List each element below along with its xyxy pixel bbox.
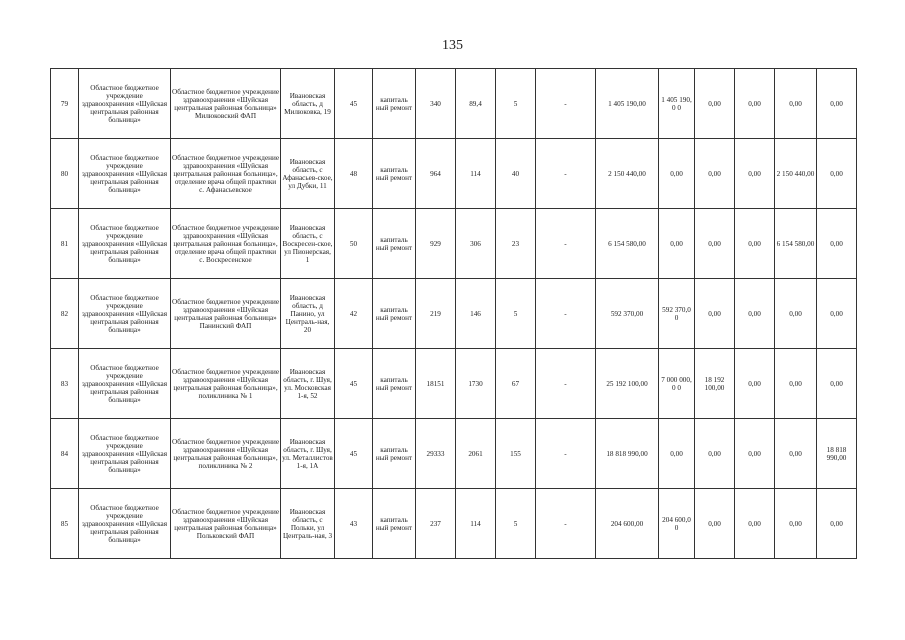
table-cell-no xyxy=(51,139,79,209)
cell-text: 6 154 580,00 xyxy=(776,239,815,248)
cell-text: Областное бюджетное учреждение здравоохранения «Шуйская центральная районная больница» xyxy=(81,503,168,544)
table-cell-c9 xyxy=(496,139,536,209)
table-cell-facility xyxy=(171,349,281,419)
table-row xyxy=(51,489,857,559)
cell-text: Областное бюджетное учреждение здравоохранения «Шуйская центральная районная больница», отделение врача общей практики с. Воскресенское xyxy=(172,223,279,264)
cell-text: 237 xyxy=(430,519,441,528)
table-cell-c7 xyxy=(416,209,456,279)
table-cell-c9 xyxy=(496,489,536,559)
cell-text: 29333 xyxy=(426,449,445,458)
cell-text: Областное бюджетное учреждение здравоохранения «Шуйская центральная районная больница» xyxy=(81,293,168,334)
cell-text: 0,00 xyxy=(748,449,761,458)
table-row xyxy=(51,209,857,279)
cell-text: Областное бюджетное учреждение здравоохранения «Шуйская центральная районная больница» xyxy=(81,83,168,124)
cell-text: капиталь ный ремонт xyxy=(375,95,413,112)
cell-text: 0,00 xyxy=(708,309,721,318)
table-cell-c6 xyxy=(373,349,416,419)
table-cell-c15 xyxy=(775,209,817,279)
table-cell-c14 xyxy=(735,489,775,559)
table-cell-c15 xyxy=(775,419,817,489)
cell-text: Ивановская область, с Афанасьев-ское, ул Дубки, 11 xyxy=(282,157,333,190)
cell-text: 18 818 990,00 xyxy=(826,445,847,462)
table-cell-c9 xyxy=(496,349,536,419)
table-row xyxy=(51,419,857,489)
cell-text: капиталь ный ремонт xyxy=(375,375,413,392)
cell-text: 0,00 xyxy=(830,99,843,108)
table-cell-c15 xyxy=(775,139,817,209)
cell-text: - xyxy=(564,449,567,458)
cell-text: - xyxy=(564,239,567,248)
data-table xyxy=(50,68,857,559)
table-cell-c8 xyxy=(456,349,496,419)
table-cell-facility xyxy=(171,279,281,349)
table-cell-c12 xyxy=(659,349,695,419)
table-cell-c16 xyxy=(817,349,857,419)
table-cell-facility xyxy=(171,489,281,559)
cell-text: Областное бюджетное учреждение здравоохранения «Шуйская центральная районная больница» Милюковский ФАП xyxy=(172,87,279,120)
table-cell-c14 xyxy=(735,69,775,139)
cell-text: 0,00 xyxy=(748,239,761,248)
table-body xyxy=(51,69,857,559)
table-cell-c8 xyxy=(456,139,496,209)
table-cell-c6 xyxy=(373,139,416,209)
table-cell-address xyxy=(281,69,335,139)
cell-text: 1 405 190,00 xyxy=(608,99,646,108)
table-cell-c14 xyxy=(735,139,775,209)
cell-text: 592 370,00 xyxy=(610,309,644,318)
table-cell-org xyxy=(79,139,171,209)
cell-text: - xyxy=(564,169,567,178)
table-cell-address xyxy=(281,139,335,209)
table-row xyxy=(51,139,857,209)
table-cell-c15 xyxy=(775,279,817,349)
table-row xyxy=(51,279,857,349)
cell-text: 306 xyxy=(470,239,481,248)
table-cell-c10 xyxy=(536,69,596,139)
cell-text: 340 xyxy=(430,99,441,108)
cell-text: 0,00 xyxy=(708,449,721,458)
table-cell-org xyxy=(79,209,171,279)
table-cell-c6 xyxy=(373,419,416,489)
table-cell-c16 xyxy=(817,139,857,209)
table-cell-no xyxy=(51,419,79,489)
cell-text: 6 154 580,00 xyxy=(608,239,646,248)
table-cell-facility xyxy=(171,419,281,489)
table-cell-org xyxy=(79,489,171,559)
cell-text: 0,00 xyxy=(708,99,721,108)
table-cell-c16 xyxy=(817,279,857,349)
cell-text: 40 xyxy=(511,169,520,178)
table-cell-c8 xyxy=(456,209,496,279)
cell-text: капиталь ный ремонт xyxy=(375,165,413,182)
cell-text: 0,00 xyxy=(748,519,761,528)
table-cell-org xyxy=(79,279,171,349)
table-cell-no xyxy=(51,349,79,419)
cell-text: 0,00 xyxy=(789,379,802,388)
table-cell-c6 xyxy=(373,279,416,349)
table-cell-c12 xyxy=(659,419,695,489)
cell-text: 85 xyxy=(60,519,69,528)
table-cell-c5 xyxy=(335,419,373,489)
cell-text: 0,00 xyxy=(830,309,843,318)
table-cell-c9 xyxy=(496,209,536,279)
cell-text: 5 xyxy=(513,309,518,318)
table-cell-facility xyxy=(171,69,281,139)
cell-text: - xyxy=(564,379,567,388)
cell-text: 0,00 xyxy=(789,99,802,108)
table-cell-c11 xyxy=(596,139,659,209)
table-cell-c15 xyxy=(775,349,817,419)
cell-text: 2 150 440,00 xyxy=(776,169,815,178)
table-cell-c14 xyxy=(735,419,775,489)
cell-text: 219 xyxy=(430,309,441,318)
cell-text: 1 405 190,0 0 xyxy=(661,95,692,112)
table-cell-c11 xyxy=(596,489,659,559)
cell-text: Областное бюджетное учреждение здравоохранения «Шуйская центральная районная больница» xyxy=(81,433,168,474)
cell-text: 0,00 xyxy=(748,169,761,178)
table-cell-org xyxy=(79,349,171,419)
cell-text: капиталь ный ремонт xyxy=(375,305,413,322)
cell-text: Областное бюджетное учреждение здравоохранения «Шуйская центральная районная больница» xyxy=(81,363,168,404)
table-cell-no xyxy=(51,209,79,279)
cell-text: 89,4 xyxy=(469,99,482,108)
cell-text: 45 xyxy=(349,99,358,108)
table-cell-address xyxy=(281,279,335,349)
cell-text: 23 xyxy=(511,239,520,248)
table-cell-c13 xyxy=(695,419,735,489)
cell-text: Ивановская область, г. Шуя, ул. Металлистов 1-я, 1А xyxy=(282,437,333,470)
table-cell-address xyxy=(281,489,335,559)
cell-text: 0,00 xyxy=(748,99,761,108)
table-cell-address xyxy=(281,349,335,419)
cell-text: 81 xyxy=(60,239,69,248)
cell-text: 0,00 xyxy=(830,519,843,528)
cell-text: 0,00 xyxy=(670,449,683,458)
cell-text: 929 xyxy=(430,239,441,248)
cell-text: 0,00 xyxy=(830,169,843,178)
table-cell-c5 xyxy=(335,209,373,279)
cell-text: 0,00 xyxy=(830,239,843,248)
table-cell-c6 xyxy=(373,209,416,279)
cell-text: 43 xyxy=(349,519,358,528)
table-cell-c9 xyxy=(496,419,536,489)
table-cell-c14 xyxy=(735,279,775,349)
table-cell-c6 xyxy=(373,69,416,139)
table-cell-c5 xyxy=(335,349,373,419)
table-cell-no xyxy=(51,69,79,139)
cell-text: 82 xyxy=(60,309,69,318)
cell-text: 7 000 000,0 0 xyxy=(661,375,692,392)
table-cell-c13 xyxy=(695,69,735,139)
cell-text: 50 xyxy=(349,239,358,248)
table-cell-c13 xyxy=(695,489,735,559)
table-cell-c5 xyxy=(335,139,373,209)
table-cell-address xyxy=(281,209,335,279)
table-cell-c8 xyxy=(456,279,496,349)
cell-text: 0,00 xyxy=(708,239,721,248)
table-cell-c12 xyxy=(659,209,695,279)
table-cell-c14 xyxy=(735,349,775,419)
cell-text: 5 xyxy=(513,99,518,108)
table-cell-c16 xyxy=(817,69,857,139)
cell-text: 0,00 xyxy=(708,169,721,178)
cell-text: 18 192 100,00 xyxy=(704,375,725,392)
table-cell-c16 xyxy=(817,489,857,559)
cell-text: 18151 xyxy=(426,379,445,388)
cell-text: 18 818 990,00 xyxy=(606,449,648,458)
table-cell-c12 xyxy=(659,279,695,349)
cell-text: 114 xyxy=(470,519,481,528)
table-cell-c11 xyxy=(596,69,659,139)
cell-text: капиталь ный ремонт xyxy=(375,515,413,532)
cell-text: капиталь ный ремонт xyxy=(375,235,413,252)
table-cell-c16 xyxy=(817,419,857,489)
cell-text: 79 xyxy=(60,99,69,108)
table-cell-c11 xyxy=(596,209,659,279)
table-cell-c13 xyxy=(695,349,735,419)
cell-text: 45 xyxy=(349,379,358,388)
table-cell-c7 xyxy=(416,69,456,139)
table-row xyxy=(51,349,857,419)
table-cell-facility xyxy=(171,209,281,279)
table-cell-address xyxy=(281,419,335,489)
cell-text: Областное бюджетное учреждение здравоохранения «Шуйская центральная районная больница», поликлиника № 1 xyxy=(172,367,279,400)
table-cell-c10 xyxy=(536,489,596,559)
table-cell-c15 xyxy=(775,489,817,559)
cell-text: Ивановская область, д Милюковка, 19 xyxy=(284,91,331,116)
table-cell-c9 xyxy=(496,69,536,139)
cell-text: Областное бюджетное учреждение здравоохранения «Шуйская центральная районная больница» Панинский ФАП xyxy=(172,297,279,330)
cell-text: 0,00 xyxy=(748,309,761,318)
table-cell-c11 xyxy=(596,419,659,489)
cell-text: 67 xyxy=(511,379,520,388)
cell-text: - xyxy=(564,99,567,108)
table-cell-c16 xyxy=(817,209,857,279)
cell-text: 5 xyxy=(513,519,518,528)
cell-text: Областное бюджетное учреждение здравоохранения «Шуйская центральная районная больница» Польковский ФАП xyxy=(172,507,279,540)
cell-text: 0,00 xyxy=(789,309,802,318)
table-cell-c9 xyxy=(496,279,536,349)
table-cell-c7 xyxy=(416,139,456,209)
cell-text: 84 xyxy=(60,449,69,458)
table-cell-facility xyxy=(171,139,281,209)
cell-text: Ивановская область, с Воскресен-ское, ул Пионерская, 1 xyxy=(282,223,333,264)
cell-text: 155 xyxy=(510,449,521,458)
page-number: 135 xyxy=(442,38,463,53)
table-cell-no xyxy=(51,489,79,559)
table-cell-c5 xyxy=(335,279,373,349)
cell-text: 0,00 xyxy=(789,449,802,458)
cell-text: Областное бюджетное учреждение здравоохранения «Шуйская центральная районная больница» xyxy=(81,153,168,194)
cell-text: 0,00 xyxy=(748,379,761,388)
table-cell-c8 xyxy=(456,489,496,559)
cell-text: 146 xyxy=(470,309,481,318)
cell-text: Ивановская область, с Польки, ул Централь-ная, 3 xyxy=(282,507,333,540)
table-cell-c14 xyxy=(735,209,775,279)
cell-text: 0,00 xyxy=(830,379,843,388)
cell-text: - xyxy=(564,519,567,528)
table-cell-c10 xyxy=(536,139,596,209)
cell-text: 2061 xyxy=(468,449,483,458)
table-cell-c6 xyxy=(373,489,416,559)
cell-text: Областное бюджетное учреждение здравоохранения «Шуйская центральная районная больница», отделение врача общей практики с. Афанасьевское xyxy=(172,153,279,194)
cell-text: Областное бюджетное учреждение здравоохранения «Шуйская центральная районная больница», поликлиника № 2 xyxy=(172,437,279,470)
table-cell-c10 xyxy=(536,349,596,419)
cell-text: 80 xyxy=(60,169,69,178)
table-cell-c7 xyxy=(416,349,456,419)
table-cell-c10 xyxy=(536,419,596,489)
cell-text: 114 xyxy=(470,169,481,178)
cell-text: 0,00 xyxy=(670,239,683,248)
cell-text: 1730 xyxy=(468,379,483,388)
cell-text: Ивановская область, г. Шуя, ул. Московская 1-я, 52 xyxy=(283,367,332,400)
table-cell-c7 xyxy=(416,489,456,559)
cell-text: 0,00 xyxy=(670,169,683,178)
cell-text: 83 xyxy=(60,379,69,388)
table-cell-c11 xyxy=(596,349,659,419)
cell-text: капиталь ный ремонт xyxy=(375,445,413,462)
cell-text: 48 xyxy=(349,169,358,178)
table-cell-c13 xyxy=(695,209,735,279)
table-row xyxy=(51,69,857,139)
table-cell-c15 xyxy=(775,69,817,139)
cell-text: - xyxy=(564,309,567,318)
cell-text: 0,00 xyxy=(789,519,802,528)
cell-text: 45 xyxy=(349,449,358,458)
table-cell-c12 xyxy=(659,69,695,139)
cell-text: 25 192 100,00 xyxy=(606,379,648,388)
table-cell-c8 xyxy=(456,419,496,489)
table-cell-c7 xyxy=(416,419,456,489)
cell-text: 204 600,0 0 xyxy=(662,515,691,532)
table-cell-org xyxy=(79,69,171,139)
table-cell-c5 xyxy=(335,69,373,139)
table-cell-c10 xyxy=(536,209,596,279)
table-cell-c13 xyxy=(695,279,735,349)
table-cell-c8 xyxy=(456,69,496,139)
table-cell-c13 xyxy=(695,139,735,209)
table-cell-no xyxy=(51,279,79,349)
table-cell-c12 xyxy=(659,139,695,209)
table-cell-c11 xyxy=(596,279,659,349)
cell-text: Областное бюджетное учреждение здравоохранения «Шуйская центральная районная больница» xyxy=(81,223,168,264)
cell-text: 42 xyxy=(349,309,358,318)
table-cell-c5 xyxy=(335,489,373,559)
table-cell-org xyxy=(79,419,171,489)
cell-text: 2 150 440,00 xyxy=(608,169,646,178)
cell-text: Ивановская область, д Панино, ул Централь-ная, 20 xyxy=(285,293,330,334)
cell-text: 592 370,0 0 xyxy=(662,305,691,322)
cell-text: 964 xyxy=(430,169,441,178)
table-cell-c10 xyxy=(536,279,596,349)
table-cell-c7 xyxy=(416,279,456,349)
table-cell-c12 xyxy=(659,489,695,559)
cell-text: 0,00 xyxy=(708,519,721,528)
cell-text: 204 600,00 xyxy=(610,519,644,528)
